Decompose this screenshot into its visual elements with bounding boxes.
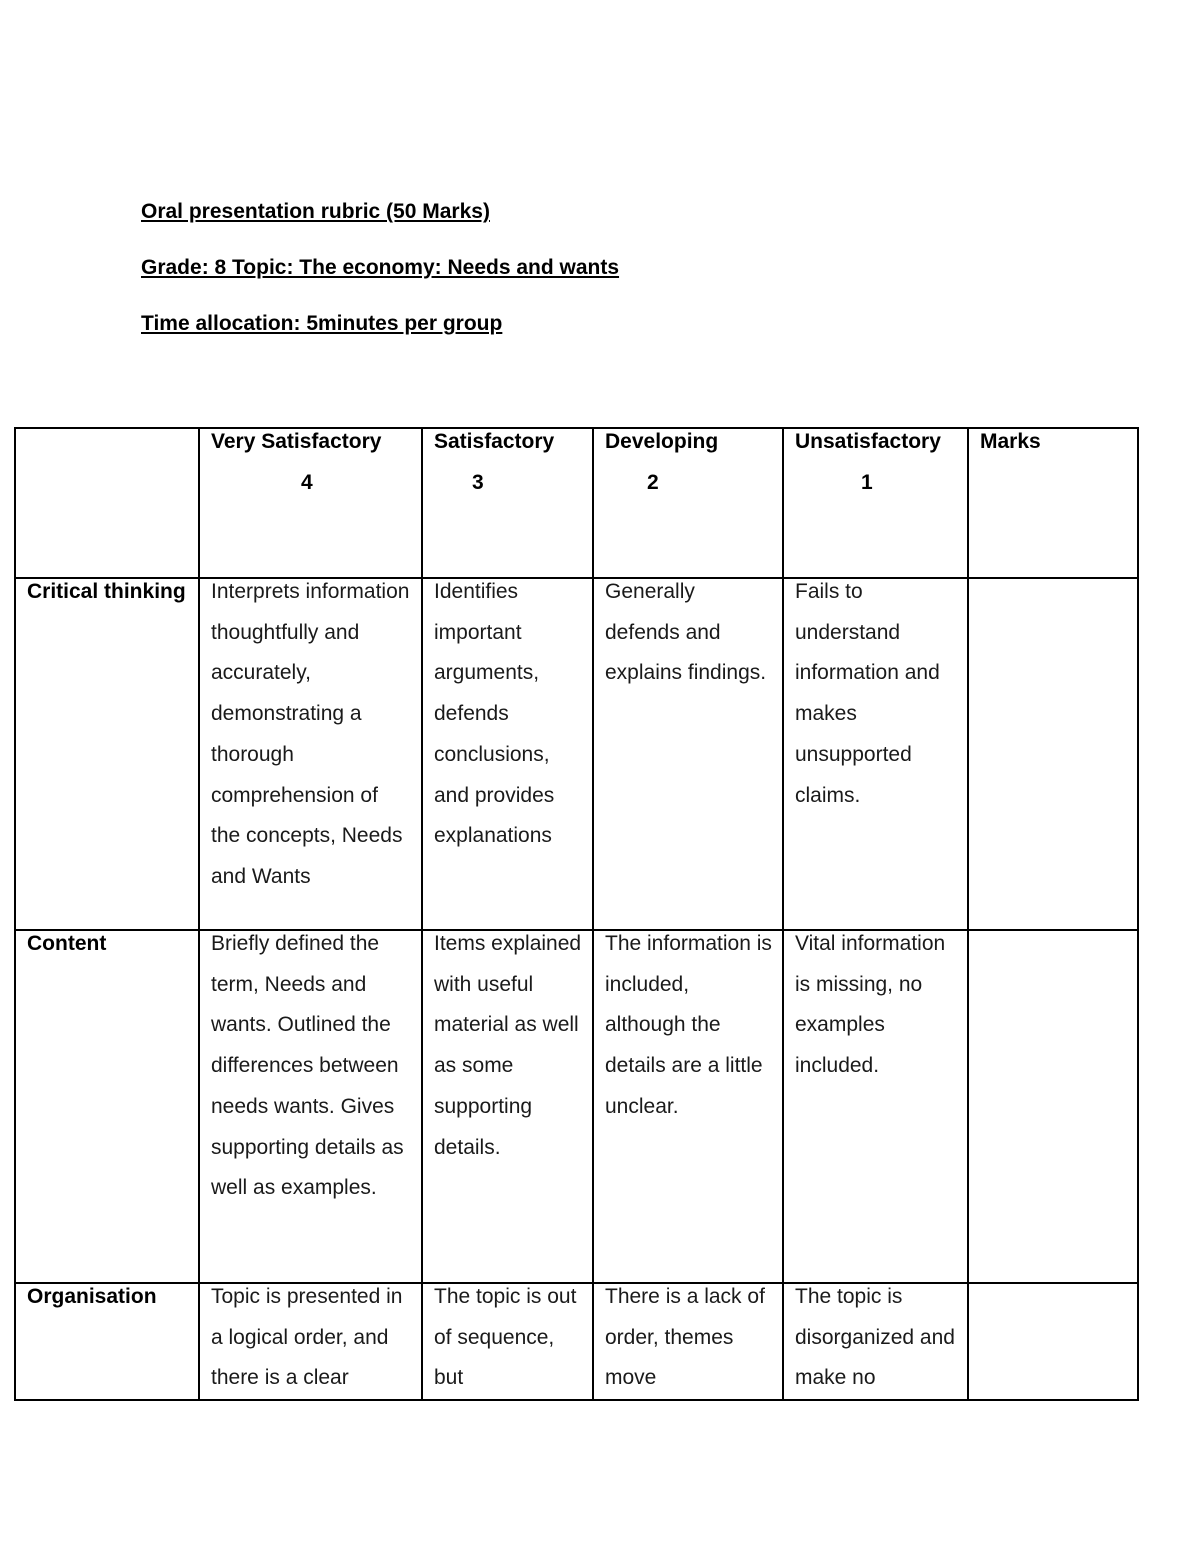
descriptor-text: There is a lack of order, themes move: [605, 1285, 765, 1390]
descriptor-cell: [783, 930, 968, 1283]
criterion-cell: [15, 930, 199, 1283]
descriptor-cell: [783, 1283, 968, 1400]
marks-cell: [968, 578, 1138, 930]
descriptor-text: Items explained with useful material as well as some supporting details.: [434, 932, 582, 1159]
descriptor-cell: [422, 578, 593, 930]
descriptor-text: Topic is presented in a logical order, and there is a clear: [211, 1285, 403, 1390]
header-cell-empty: [15, 428, 199, 578]
header-satisfactory: [422, 428, 593, 578]
header-score: 1: [861, 470, 873, 494]
header-label: Developing: [605, 430, 719, 453]
criterion-label: Organisation: [27, 1285, 157, 1308]
header-score: 3: [472, 470, 484, 494]
header-marks: [968, 428, 1138, 578]
table-row: [15, 1283, 1138, 1400]
descriptor-text: Generally defends and explains findings.: [605, 580, 767, 685]
descriptor-text: The information is included, although the details are a little unclear.: [605, 932, 772, 1118]
criterion-label: Content: [27, 932, 107, 955]
descriptor-cell: [199, 1283, 422, 1400]
descriptor-cell: [199, 578, 422, 930]
criterion-cell: [15, 1283, 199, 1400]
descriptor-text: Identifies important arguments, defends conclusions, and provides explanations: [434, 580, 555, 848]
time-allocation-line: Time allocation: 5minutes per group: [141, 312, 503, 335]
descriptor-text: Fails to understand information and makes unsupported claims.: [795, 580, 940, 807]
table-row: [15, 578, 1138, 930]
header-label: Satisfactory: [434, 430, 555, 453]
header-developing: [593, 428, 783, 578]
table-row: [15, 930, 1138, 1283]
descriptor-cell: [593, 930, 783, 1283]
marks-cell: [968, 930, 1138, 1283]
descriptor-cell: [783, 578, 968, 930]
criterion-cell: [15, 578, 199, 930]
descriptor-cell: [593, 578, 783, 930]
descriptor-text: The topic is out of sequence, but: [434, 1285, 577, 1390]
header-score: 4: [301, 470, 313, 494]
descriptor-text: The topic is disorganized and make no: [795, 1285, 955, 1390]
header-unsatisfactory: [783, 428, 968, 578]
descriptor-text: Interprets information thoughtfully and accurately, demonstrating a thorough comprehension of the concepts, Needs and Wants: [211, 580, 410, 888]
header-score: 2: [647, 470, 659, 494]
header-row: [15, 428, 1138, 578]
descriptor-text: Vital information is missing, no examples included.: [795, 932, 946, 1078]
header-label: Very Satisfactory: [211, 430, 382, 453]
header-label: Unsatisfactory: [795, 430, 941, 453]
descriptor-cell: [422, 1283, 593, 1400]
criterion-label: Critical thinking: [27, 580, 186, 603]
descriptor-cell: [199, 930, 422, 1283]
header-label: Marks: [980, 430, 1041, 453]
rubric-title: Oral presentation rubric (50 Marks): [141, 200, 490, 223]
rubric-table: [14, 427, 1139, 1401]
descriptor-cell: [593, 1283, 783, 1400]
descriptor-cell: [422, 930, 593, 1283]
marks-cell: [968, 1283, 1138, 1400]
header-very-satisfactory: [199, 428, 422, 578]
grade-topic-line: Grade: 8 Topic: The economy: Needs and wants: [141, 256, 620, 279]
descriptor-text: Briefly defined the term, Needs and wants. Outlined the differences between needs wants. Gives supporting details as well as examples.: [211, 932, 404, 1200]
